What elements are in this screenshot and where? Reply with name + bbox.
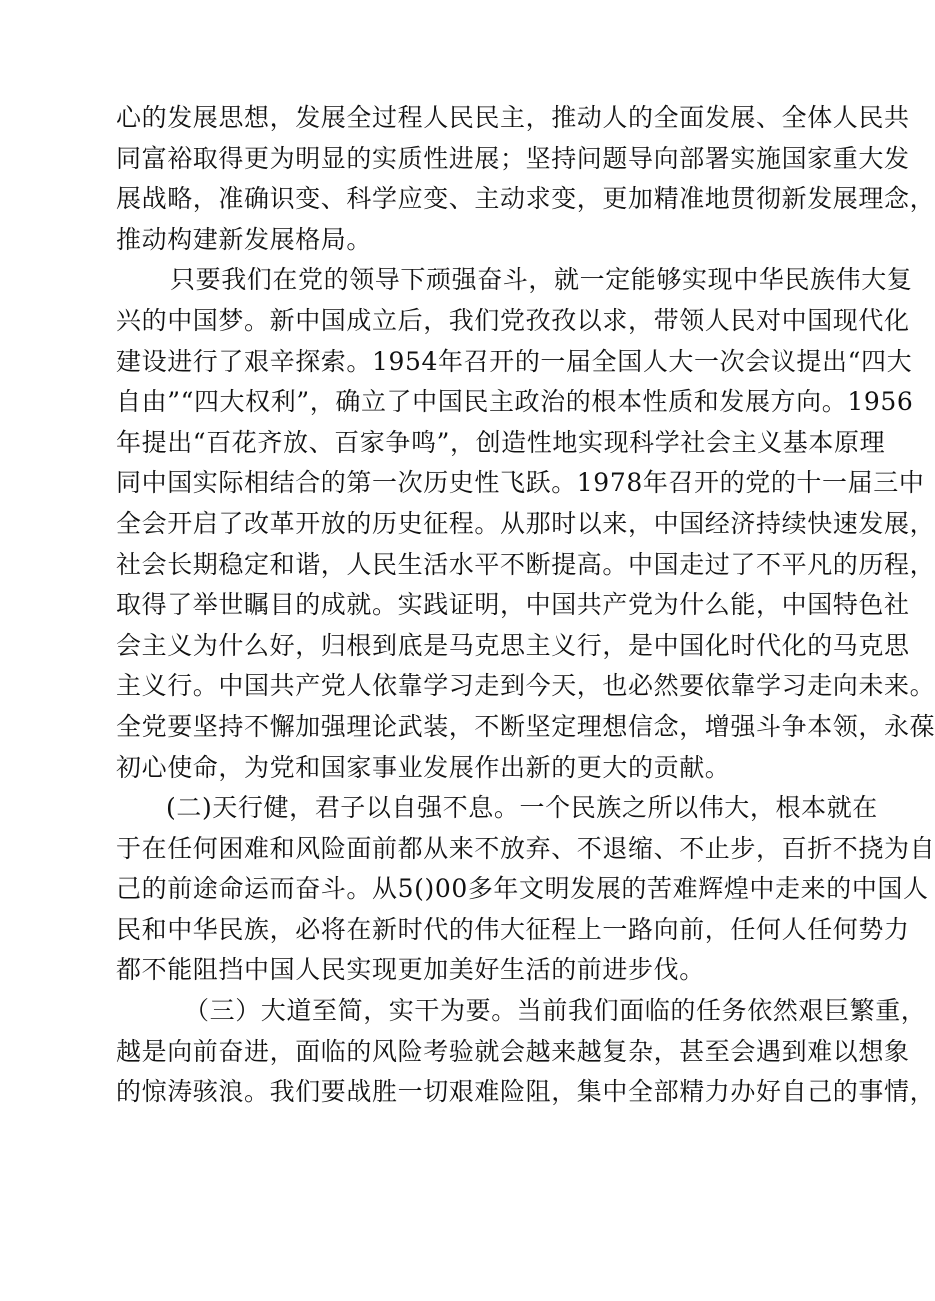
text-line: 自由”“四大权利”，确立了中国民主政治的根本性质和发展方向。1956 [116, 387, 914, 417]
text-line: 建设进行了艰辛探索。1954年召开的一届全国人大一次会议提出“四大 [116, 346, 913, 376]
text-line: （三）大道至简，实干为要。当前我们面临的任务依然艰巨繁重， [184, 996, 927, 1026]
text-line: 同富裕取得更为明显的实质性进展；坚持问题导向部署实施国家重大发 [116, 143, 910, 173]
text-line: 越是向前奋进，面临的风险考验就会越来越复杂，甚至会遇到难以想象 [116, 1036, 910, 1066]
text-line: 社会长期稳定和谐，人民生活水平不断提高。中国走过了不平凡的历程， [116, 549, 935, 579]
text-line: 取得了举世瞩目的成就。实践证明，中国共产党为什么能，中国特色社 [116, 590, 910, 620]
document-body [116, 98, 935, 1113]
text-line: 年提出“百花齐放、百家争鸣”，创造性地实现科学社会主义基本原理 [116, 427, 886, 457]
text-line: 会主义为什么好，归根到底是马克思主义行，是中国化时代化的马克思 [116, 630, 910, 660]
text-line: 只要我们在党的领导下顽强奋斗，就一定能够实现中华民族伟大复 [170, 265, 913, 295]
text-line: 于在任何困难和风险面前都从来不放弃、不退缩、不止步，百折不挠为自 [116, 833, 935, 863]
text-line: 全党要坚持不懈加强理论武装，不断坚定理想信念，增强斗争本领，永葆 [116, 711, 935, 741]
text-line: 的惊涛骇浪。我们要战胜一切艰难险阻，集中全部精力办好自己的事情， [116, 1077, 935, 1107]
text-line: 民和中华民族，必将在新时代的伟大征程上一路向前，任何人任何势力 [116, 914, 910, 944]
text-line: 全会开启了改革开放的历史征程。从那时以来，中国经济持续快速发展， [116, 508, 935, 538]
text-line: (二)天行健，君子以自强不息。一个民族之所以伟大，根本就在 [166, 793, 878, 823]
text-line: 推动构建新发展格局。 [116, 224, 373, 254]
paragraph-3 [116, 788, 935, 991]
text-line: 初心使命，为党和国家事业发展作出新的更大的贡献。 [116, 752, 731, 782]
text-line: 都不能阻挡中国人民实现更加美好生活的前进步伐。 [116, 955, 705, 985]
text-line: 同中国实际相结合的第一次历史性飞跃。1978年召开的党的十一届三中 [116, 468, 925, 498]
paragraph-2 [116, 260, 935, 788]
text-line: 展战略，准确识变、科学应变、主动求变，更加精准地贯彻新发展理念， [116, 184, 935, 214]
text-line: 心的发展思想，发展全过程人民民主，推动人的全面发展、全体人民共 [116, 103, 910, 132]
text-line: 主义行。中国共产党人依靠学习走到今天，也必然要依靠学习走向未来。 [116, 671, 935, 701]
paragraph-4 [116, 991, 935, 1113]
text-line: 兴的中国梦。新中国成立后，我们党孜孜以求，带领人民对中国现代化 [116, 305, 910, 335]
text-line: 己的前途命运而奋斗。从5()00多年文明发展的苦难辉煌中走来的中国人 [116, 874, 929, 904]
paragraph-1 [116, 98, 935, 260]
